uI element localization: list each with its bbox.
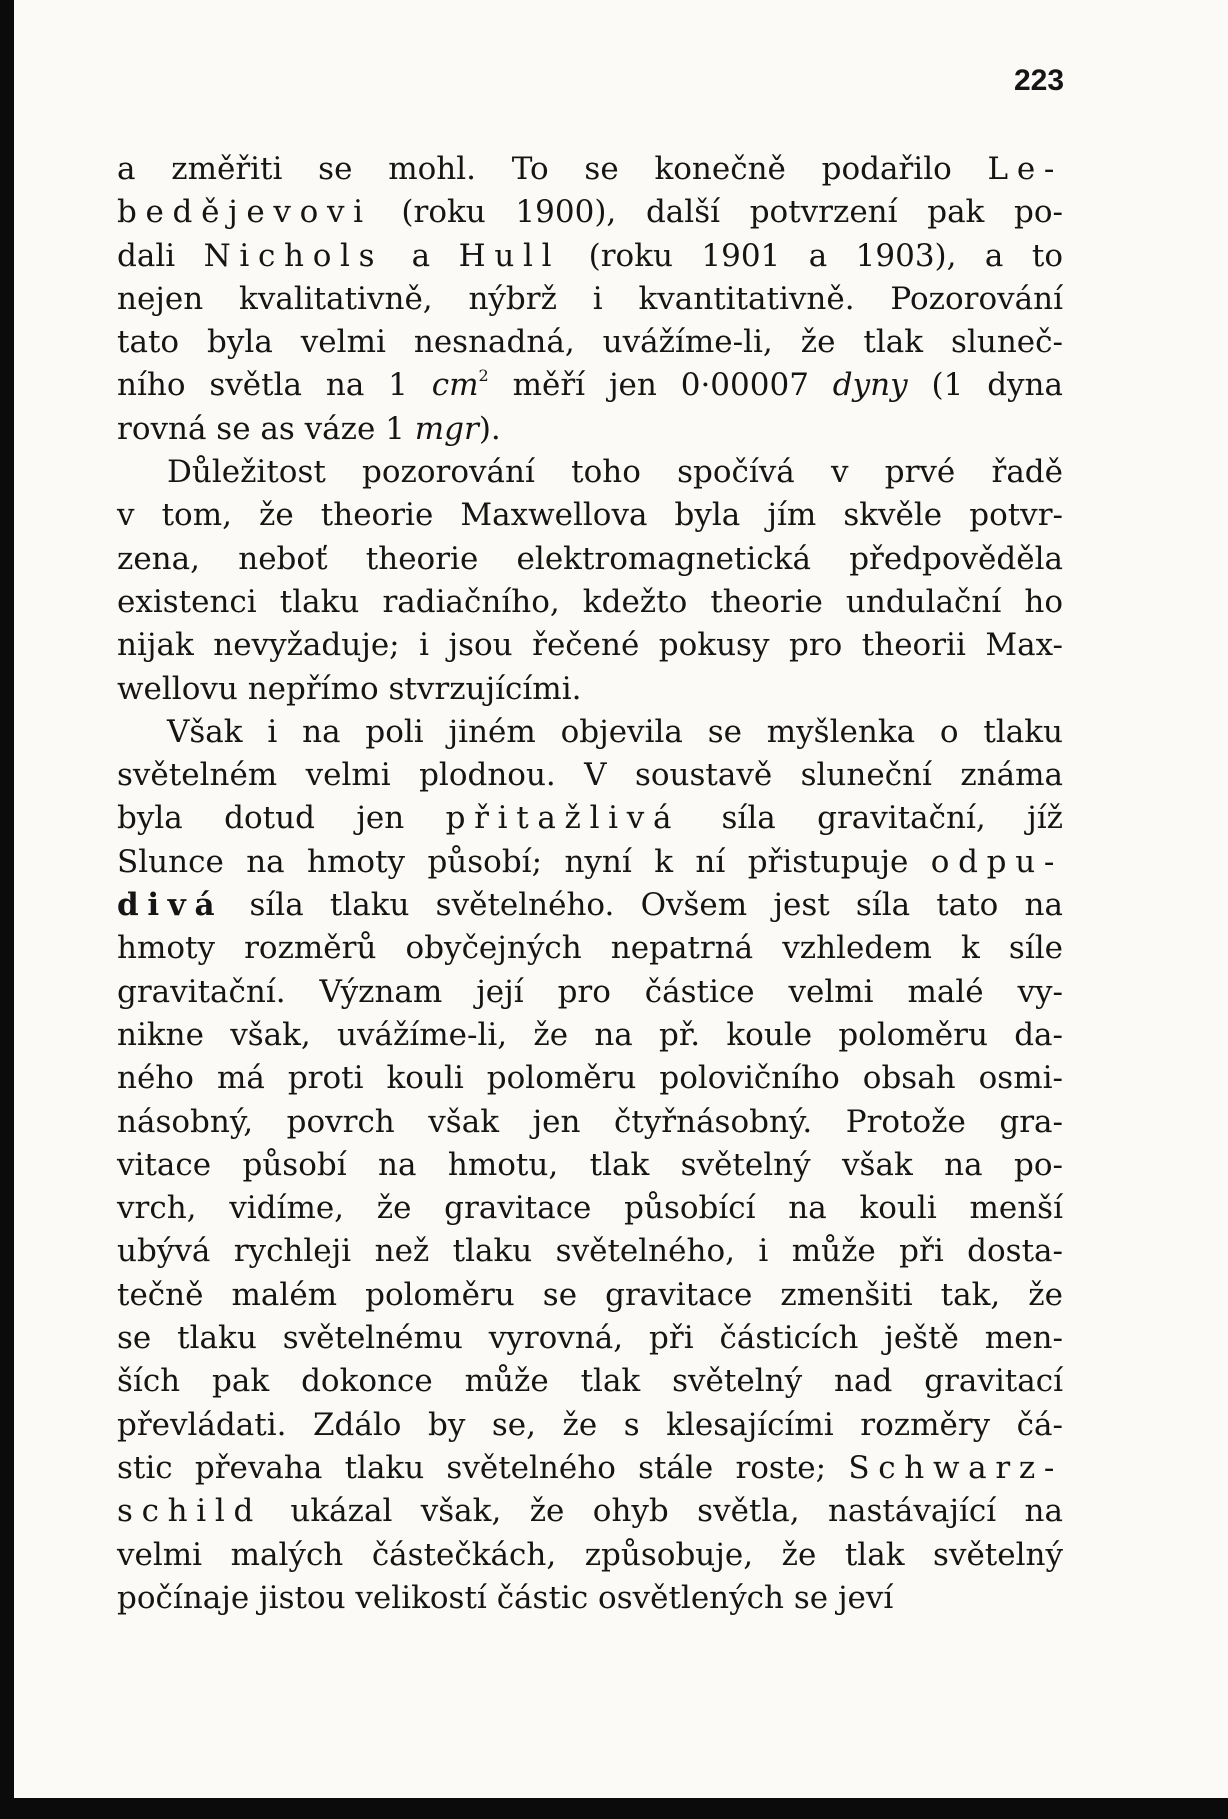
text-line xyxy=(117,1404,1063,1447)
emphasized-text: cm xyxy=(431,367,479,404)
text-run: ného má proti kouli poloměru polovičního obsah osmi- xyxy=(117,1060,1063,1097)
text-run: stic převaha tlaku světelného stále roste; xyxy=(117,1449,849,1486)
text-line xyxy=(117,841,1063,884)
text-run: (1 dyna xyxy=(907,367,1063,404)
text-line xyxy=(117,278,1063,321)
text-run: byla dotud jen xyxy=(117,800,446,837)
text-run: Však i na poli jiném objevila se myšlenka o tlaku xyxy=(167,713,1063,750)
text-run: vrch, vidíme, že gravitace působící na kouli menší xyxy=(117,1190,1063,1227)
text-line xyxy=(117,191,1063,234)
superscript: 2 xyxy=(478,366,489,386)
text-run: tato byla velmi nesnadná, uvážíme-li, že tlak sluneč- xyxy=(117,324,1063,361)
text-run: hmoty rozměrů obyčejných nepatrná vzhledem k síle xyxy=(117,930,1063,967)
emphasized-text: Hull xyxy=(458,237,561,274)
text-run: zena, neboť theorie elektromagnetická předpověděla xyxy=(117,540,1063,577)
text-line xyxy=(117,408,1063,451)
text-run: (roku 1900), další potvrzení pak po- xyxy=(371,194,1063,231)
emphasized-text: odpu- xyxy=(930,843,1063,880)
text-run: nikne však, uvážíme-li, že na př. koule poloměru da- xyxy=(117,1016,1063,1053)
text-run: ního světla na 1 xyxy=(117,367,432,404)
text-run: nijak nevyžaduje; i jsou řečené pokusy pro theorii Max- xyxy=(117,627,1063,664)
text-line xyxy=(117,668,1063,711)
emphasized-text: přitažlivá xyxy=(445,800,681,837)
text-line xyxy=(117,1490,1063,1533)
text-line xyxy=(117,1360,1063,1403)
text-line xyxy=(117,1534,1063,1577)
text-line xyxy=(117,581,1063,624)
text-run: nejen kvalitativně, nýbrž i kvantitativně. Pozorování xyxy=(117,280,1063,317)
text-line xyxy=(117,624,1063,667)
text-run: v tom, že theorie Maxwellova byla jím skvěle potvr- xyxy=(117,497,1063,534)
emphasized-text: Nichols xyxy=(203,237,384,274)
emphasized-text: dyny xyxy=(832,367,908,404)
text-run: ubývá rychleji než tlaku světelného, i může při dosta- xyxy=(117,1233,1063,1270)
text-line xyxy=(117,1230,1063,1273)
text-run: velmi malých částečkách, způsobuje, že tlak světelný xyxy=(117,1536,1063,1573)
text-line xyxy=(117,711,1063,754)
text-run: Důležitost pozorování toho spočívá v prvé řadě xyxy=(167,454,1063,491)
text-run: měří jen 0·00007 xyxy=(488,367,833,404)
page-number: 223 xyxy=(1014,64,1065,97)
text-run: ukázal však, že ohyb světla, nastávající na xyxy=(262,1493,1063,1530)
text-line xyxy=(117,971,1063,1014)
text-run: dali xyxy=(117,237,204,274)
text-line xyxy=(117,884,1063,927)
text-line xyxy=(117,494,1063,537)
body-text xyxy=(117,148,1063,1620)
text-line xyxy=(117,1577,1063,1620)
text-run: tečně malém poloměru se gravitace zmenšiti tak, že xyxy=(117,1276,1063,1313)
text-line xyxy=(117,1317,1063,1360)
text-line xyxy=(117,235,1063,278)
text-line xyxy=(117,1447,1063,1490)
text-run: (roku 1901 a 1903), a to xyxy=(560,237,1063,274)
text-run: ). xyxy=(478,410,501,447)
text-line xyxy=(117,754,1063,797)
text-line xyxy=(117,451,1063,494)
text-line xyxy=(117,538,1063,581)
text-line xyxy=(117,321,1063,364)
text-run: ších pak dokonce může tlak světelný nad gravitací xyxy=(117,1363,1063,1400)
text-line xyxy=(117,1057,1063,1100)
text-run: se tlaku světelnému vyrovná, při částicích ještě men- xyxy=(117,1320,1063,1357)
text-run: rovná se as váze 1 xyxy=(117,410,415,447)
text-run: vitace působí na hmotu, tlak světelný však na po- xyxy=(117,1146,1063,1183)
text-run: převládati. Zdálo by se, že s klesajícími rozměry čá- xyxy=(117,1406,1063,1443)
text-line xyxy=(117,1101,1063,1144)
emphasized-text: Schwarz- xyxy=(848,1449,1063,1486)
text-line xyxy=(117,1187,1063,1230)
text-run: gravitační. Význam její pro částice velmi malé vy- xyxy=(117,973,1063,1010)
text-run: světelném velmi plodnou. V soustavě sluneční známa xyxy=(117,757,1063,794)
text-run: Slunce na hmoty působí; nyní k ní přistupuje xyxy=(117,843,931,880)
emphasized-text: divá xyxy=(117,887,224,924)
text-run: existenci tlaku radiačního, kdežto theorie undulační ho xyxy=(117,583,1063,620)
emphasized-text: schild xyxy=(117,1493,262,1530)
book-page xyxy=(14,0,1228,1798)
text-run: a xyxy=(383,237,459,274)
text-line xyxy=(117,1274,1063,1317)
text-run: síla gravitační, jíž xyxy=(680,800,1063,837)
emphasized-text: bedějevovi xyxy=(117,194,372,231)
text-run: počínaje jistou velikostí částic osvětlených se jeví xyxy=(117,1579,894,1616)
emphasized-text: mgr xyxy=(414,410,479,447)
text-run: wellovu nepřímo stvrzujícími. xyxy=(117,670,582,707)
text-line xyxy=(117,364,1063,407)
text-line xyxy=(117,1014,1063,1057)
text-line xyxy=(117,797,1063,840)
emphasized-text: Le- xyxy=(987,151,1063,187)
text-run: síla tlaku světelného. Ovšem jest síla tato na xyxy=(223,887,1063,924)
text-line xyxy=(117,148,1063,191)
text-line xyxy=(117,927,1063,970)
text-run: a změřiti se mohl. To se konečně podařilo xyxy=(117,151,988,187)
text-line xyxy=(117,1144,1063,1187)
text-run: násobný, povrch však jen čtyřnásobný. Protože gra- xyxy=(117,1103,1063,1140)
